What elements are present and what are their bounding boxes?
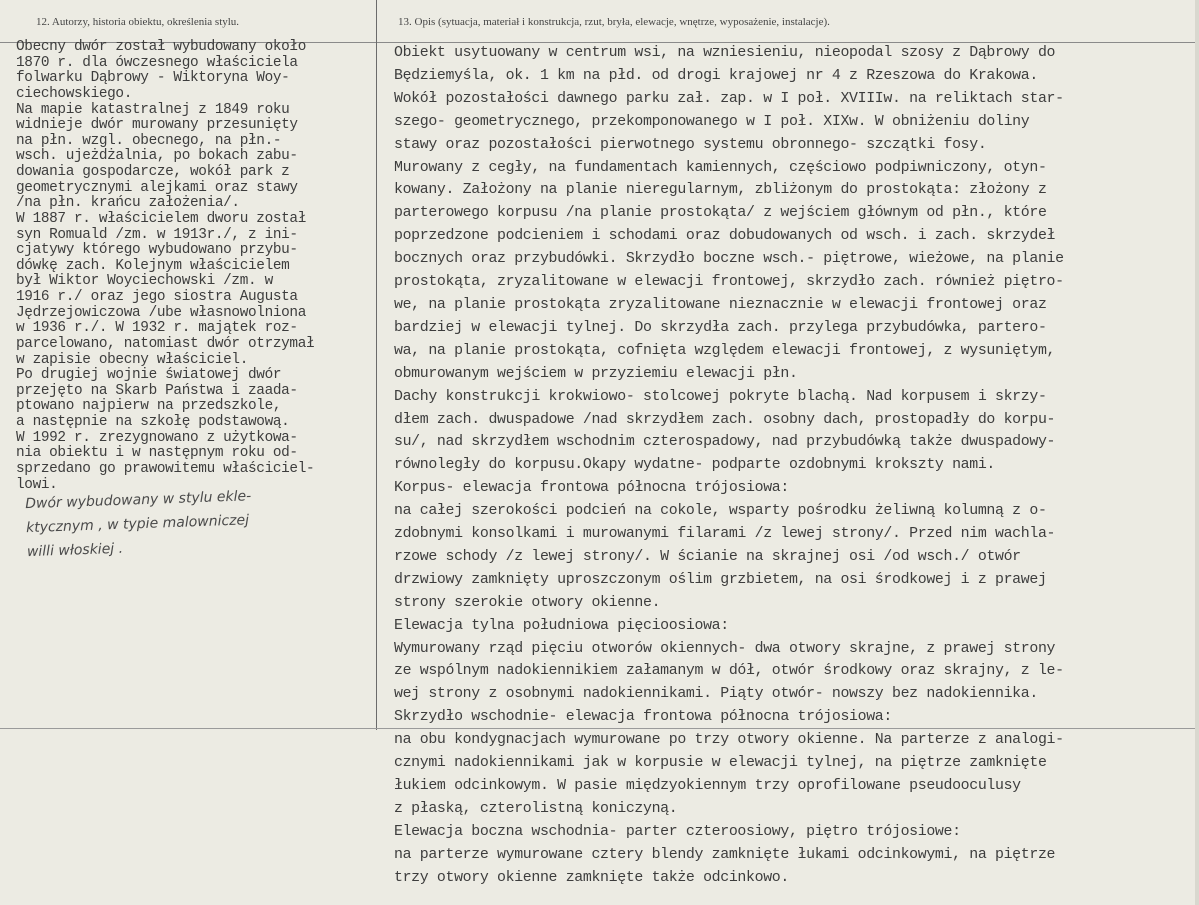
- history-text-line: ptowano najpierw na przedszkole,: [16, 398, 282, 415]
- description-text-line: na obu kondygnacjach wymurowane po trzy otwory okienne. Na parterze z analogi-: [394, 732, 1064, 749]
- history-text-line: ciechowskiego.: [16, 85, 133, 102]
- description-text-line: Korpus- elewacja frontowa północna trójosiowa:: [394, 480, 789, 497]
- description-text-line: równoległy do korpusu.Okapy wydatne- podparte ozdobnymi krokszty nami.: [394, 457, 996, 474]
- history-text-line: dowania gospodarcze, wokół park z: [16, 164, 290, 180]
- history-text-line: W 1992 r. zrezygnowano z użytkowa-: [16, 429, 298, 446]
- description-text-line: parterowego korpusu /na planie prostokąta/ z wejściem głównym od płn., które: [394, 205, 1047, 222]
- description-text-line: Będziemyśla, ok. 1 km na płd. od drogi krajowej nr 4 z Rzeszowa do Krakowa.: [394, 67, 1038, 84]
- description-text-line: stawy oraz pozostałości pierwotnego systemu obronnego- szczątki fosy.: [394, 136, 987, 153]
- description-text-line: prostokąta, zryzalitowane w elewacji frontowej, skrzydło zach. również piętro-: [394, 274, 1064, 291]
- history-text-line: 1870 r. dla ówczesnego właściciela: [16, 54, 298, 71]
- description-text-line: z płaską, czterolistną koniczyną.: [394, 800, 678, 817]
- description-text-line: Wokół pozostałości dawnego parku zał. zap. w I poł. XVIIIw. na reliktach star-: [394, 90, 1064, 107]
- history-text-line: Po drugiej wojnie światowej dwór: [16, 367, 282, 384]
- description-text-line: wa, na planie prostokąta, cofnięta względem elewacji frontowej, z wysuniętym,: [394, 342, 1056, 359]
- right-section-heading: 13. Opis (sytuacja, materiał i konstrukcja, rzut, bryła, elewacje, wnętrze, wyposażenie, instalacje).: [398, 16, 830, 28]
- description-text-line: Murowany z cegły, na fundamentach kamiennych, częściowo podpiwniczony, otyn-: [394, 159, 1047, 176]
- description-text-line: we, na planie prostokąta zryzalitowane nieznacznie w elewacji frontowej oraz: [394, 296, 1047, 313]
- handwritten-text-line: willi włoskiej .: [26, 540, 124, 561]
- history-text-line: wsch. ujeżdżalnia, po bokach zabu-: [16, 148, 298, 165]
- description-text-line: kowany. Założony na planie nieregularnym, zbliżonym do prostokąta: złożony z: [394, 182, 1047, 199]
- description-text-line: Elewacja boczna wschodnia- parter czteroosiowy, piętro trójosiowe:: [394, 823, 961, 840]
- page-edge: [1195, 0, 1199, 905]
- description-text-line: szego- geometrycznego, przekomponowanego w I poł. XIXw. W obniżeniu doliny: [394, 113, 1030, 130]
- description-text-line: Obiekt usytuowany w centrum wsi, na wzniesieniu, nieopodal szosy z Dąbrowy do: [394, 45, 1056, 61]
- handwritten-text-line: Dwór wybudowany w stylu ekle-: [24, 488, 252, 513]
- handwritten-text-line: ktycznym , w typie malowniczej: [25, 512, 250, 537]
- history-text-line: na płn. wzgl. obecnego, na płn.-: [16, 132, 282, 149]
- description-text-line: łukiem odcinkowym. W pasie międzyokiennym trzy oprofilowane pseudooculusy: [394, 778, 1021, 794]
- history-text-line: dówkę zach. Kolejnym właścicielem: [16, 257, 290, 274]
- description-text-line: ze wspólnym nadokiennikiem załamanym w dół, otwór środkowy oraz skrajny, z le-: [394, 663, 1064, 680]
- description-text-line: strony szerokie otwory okienne.: [394, 594, 661, 611]
- history-text-line: folwarku Dąbrowy - Wiktoryna Woy-: [16, 70, 290, 87]
- description-text-line: wej strony z osobnymi nadokiennikami. Piąty otwór- nowszy bez nadokiennika.: [394, 686, 1038, 703]
- description-text-line: rzowe schody /z lewej strony/. W ścianie na skrajnej osi /od wsch./ otwór: [394, 548, 1021, 565]
- history-text-line: Na mapie katastralnej z 1849 roku: [16, 101, 290, 118]
- column-divider: [376, 0, 377, 730]
- description-text-line: poprzedzone podcieniem i schodami oraz dobudowanych od wsch. i zach. skrzydeł: [394, 228, 1056, 245]
- history-text-line: geometrycznymi alejkami oraz stawy: [16, 179, 298, 196]
- history-text-line: sprzedano go prawowitemu właściciel-: [16, 460, 315, 477]
- description-text-line: Elewacja tylna południowa pięcioosiowa:: [394, 617, 729, 634]
- description-text-line: su/, nad skrzydłem wschodnim czterospadowy, nad przybudówką także dwuspadowy-: [394, 434, 1056, 451]
- history-text-line: lowi.: [16, 476, 58, 493]
- history-text-line: parcelowano, natomiast dwór otrzymał: [16, 335, 315, 352]
- history-text-line: był Wiktor Woyciechowski /zm. w: [16, 273, 273, 290]
- description-text-line: na całej szerokości podcień na cokole, wsparty pośrodku żeliwną kolumną z o-: [394, 503, 1047, 520]
- description-text-line: zdobnymi konsolkami i murowanymi filarami /z lewej strony/. Przed nim wachla-: [394, 526, 1056, 543]
- history-text-line: przejęto na Skarb Państwa i zaada-: [16, 382, 298, 399]
- description-text-line: dłem zach. dwuspadowe /nad skrzydłem zach. osobny dach, prostopadły do korpu-: [394, 411, 1056, 428]
- history-text-line: Jędrzejowiczowa /ube własnowolniona: [16, 304, 307, 321]
- description-text-line: Skrzydło wschodnie- elewacja frontowa północna trójosiowa:: [394, 709, 892, 726]
- history-text-line: syn Romuald /zm. w 1913r./, z ini-: [16, 226, 298, 243]
- left-section-heading: 12. Autorzy, historia obiektu, określenia stylu.: [36, 16, 240, 28]
- history-text-line: w 1936 r./. W 1932 r. majątek roz-: [16, 320, 298, 337]
- history-text-line: a następnie na szkołę podstawową.: [16, 414, 290, 430]
- history-text-line: cjatywy którego wybudowano przybu-: [16, 242, 298, 259]
- description-text-line: bocznych oraz przybudówki. Skrzydło boczne wsch.- piętrowe, wieżowe, na planie: [394, 251, 1064, 268]
- history-text-line: W 1887 r. właścicielem dworu został: [16, 210, 307, 227]
- history-text-line: 1916 r./ oraz jego siostra Augusta: [16, 289, 298, 305]
- description-text-line: obmurowanym wejściem w przyziemiu elewacji płn.: [394, 365, 798, 382]
- description-text-line: bardziej w elewacji tylnej. Do skrzydła zach. przylega przybudówka, partero-: [394, 319, 1047, 336]
- history-text-line: widnieje dwór murowany przesunięty: [16, 117, 298, 134]
- handwritten-style-note: [25, 480, 377, 564]
- description-text-line: cznymi nadokiennikami jak w korpusie w elewacji tylnej, na piętrze zamknięte: [394, 755, 1047, 772]
- description-text-line: drzwiowy zamknięty uproszczonym oślim grzbietem, na osi środkowej i z prawej: [394, 571, 1047, 588]
- description-text-line: Dachy konstrukcji krokwiowo- stolcowej pokryte blachą. Nad korpusem i skrzy-: [394, 388, 1047, 405]
- description-text-line: Wymurowany rząd pięciu otworów okiennych- dwa otwory skrajne, z prawej strony: [394, 640, 1056, 657]
- history-column: [16, 40, 374, 493]
- description-text-line: trzy otwory okienne zamknięte także odcinkowo.: [394, 869, 789, 886]
- description-text-line: na parterze wymurowane cztery blendy zamknięte łukami odcinkowymi, na piętrze: [394, 846, 1056, 863]
- description-column: [394, 42, 1194, 890]
- history-text-line: /na płn. krańcu założenia/.: [16, 195, 240, 212]
- history-text-line: Obecny dwór został wybudowany około: [16, 39, 307, 55]
- history-text-line: w zapisie obecny właściciel.: [16, 351, 249, 368]
- history-text-line: nia obiektu i w następnym roku od-: [16, 445, 298, 462]
